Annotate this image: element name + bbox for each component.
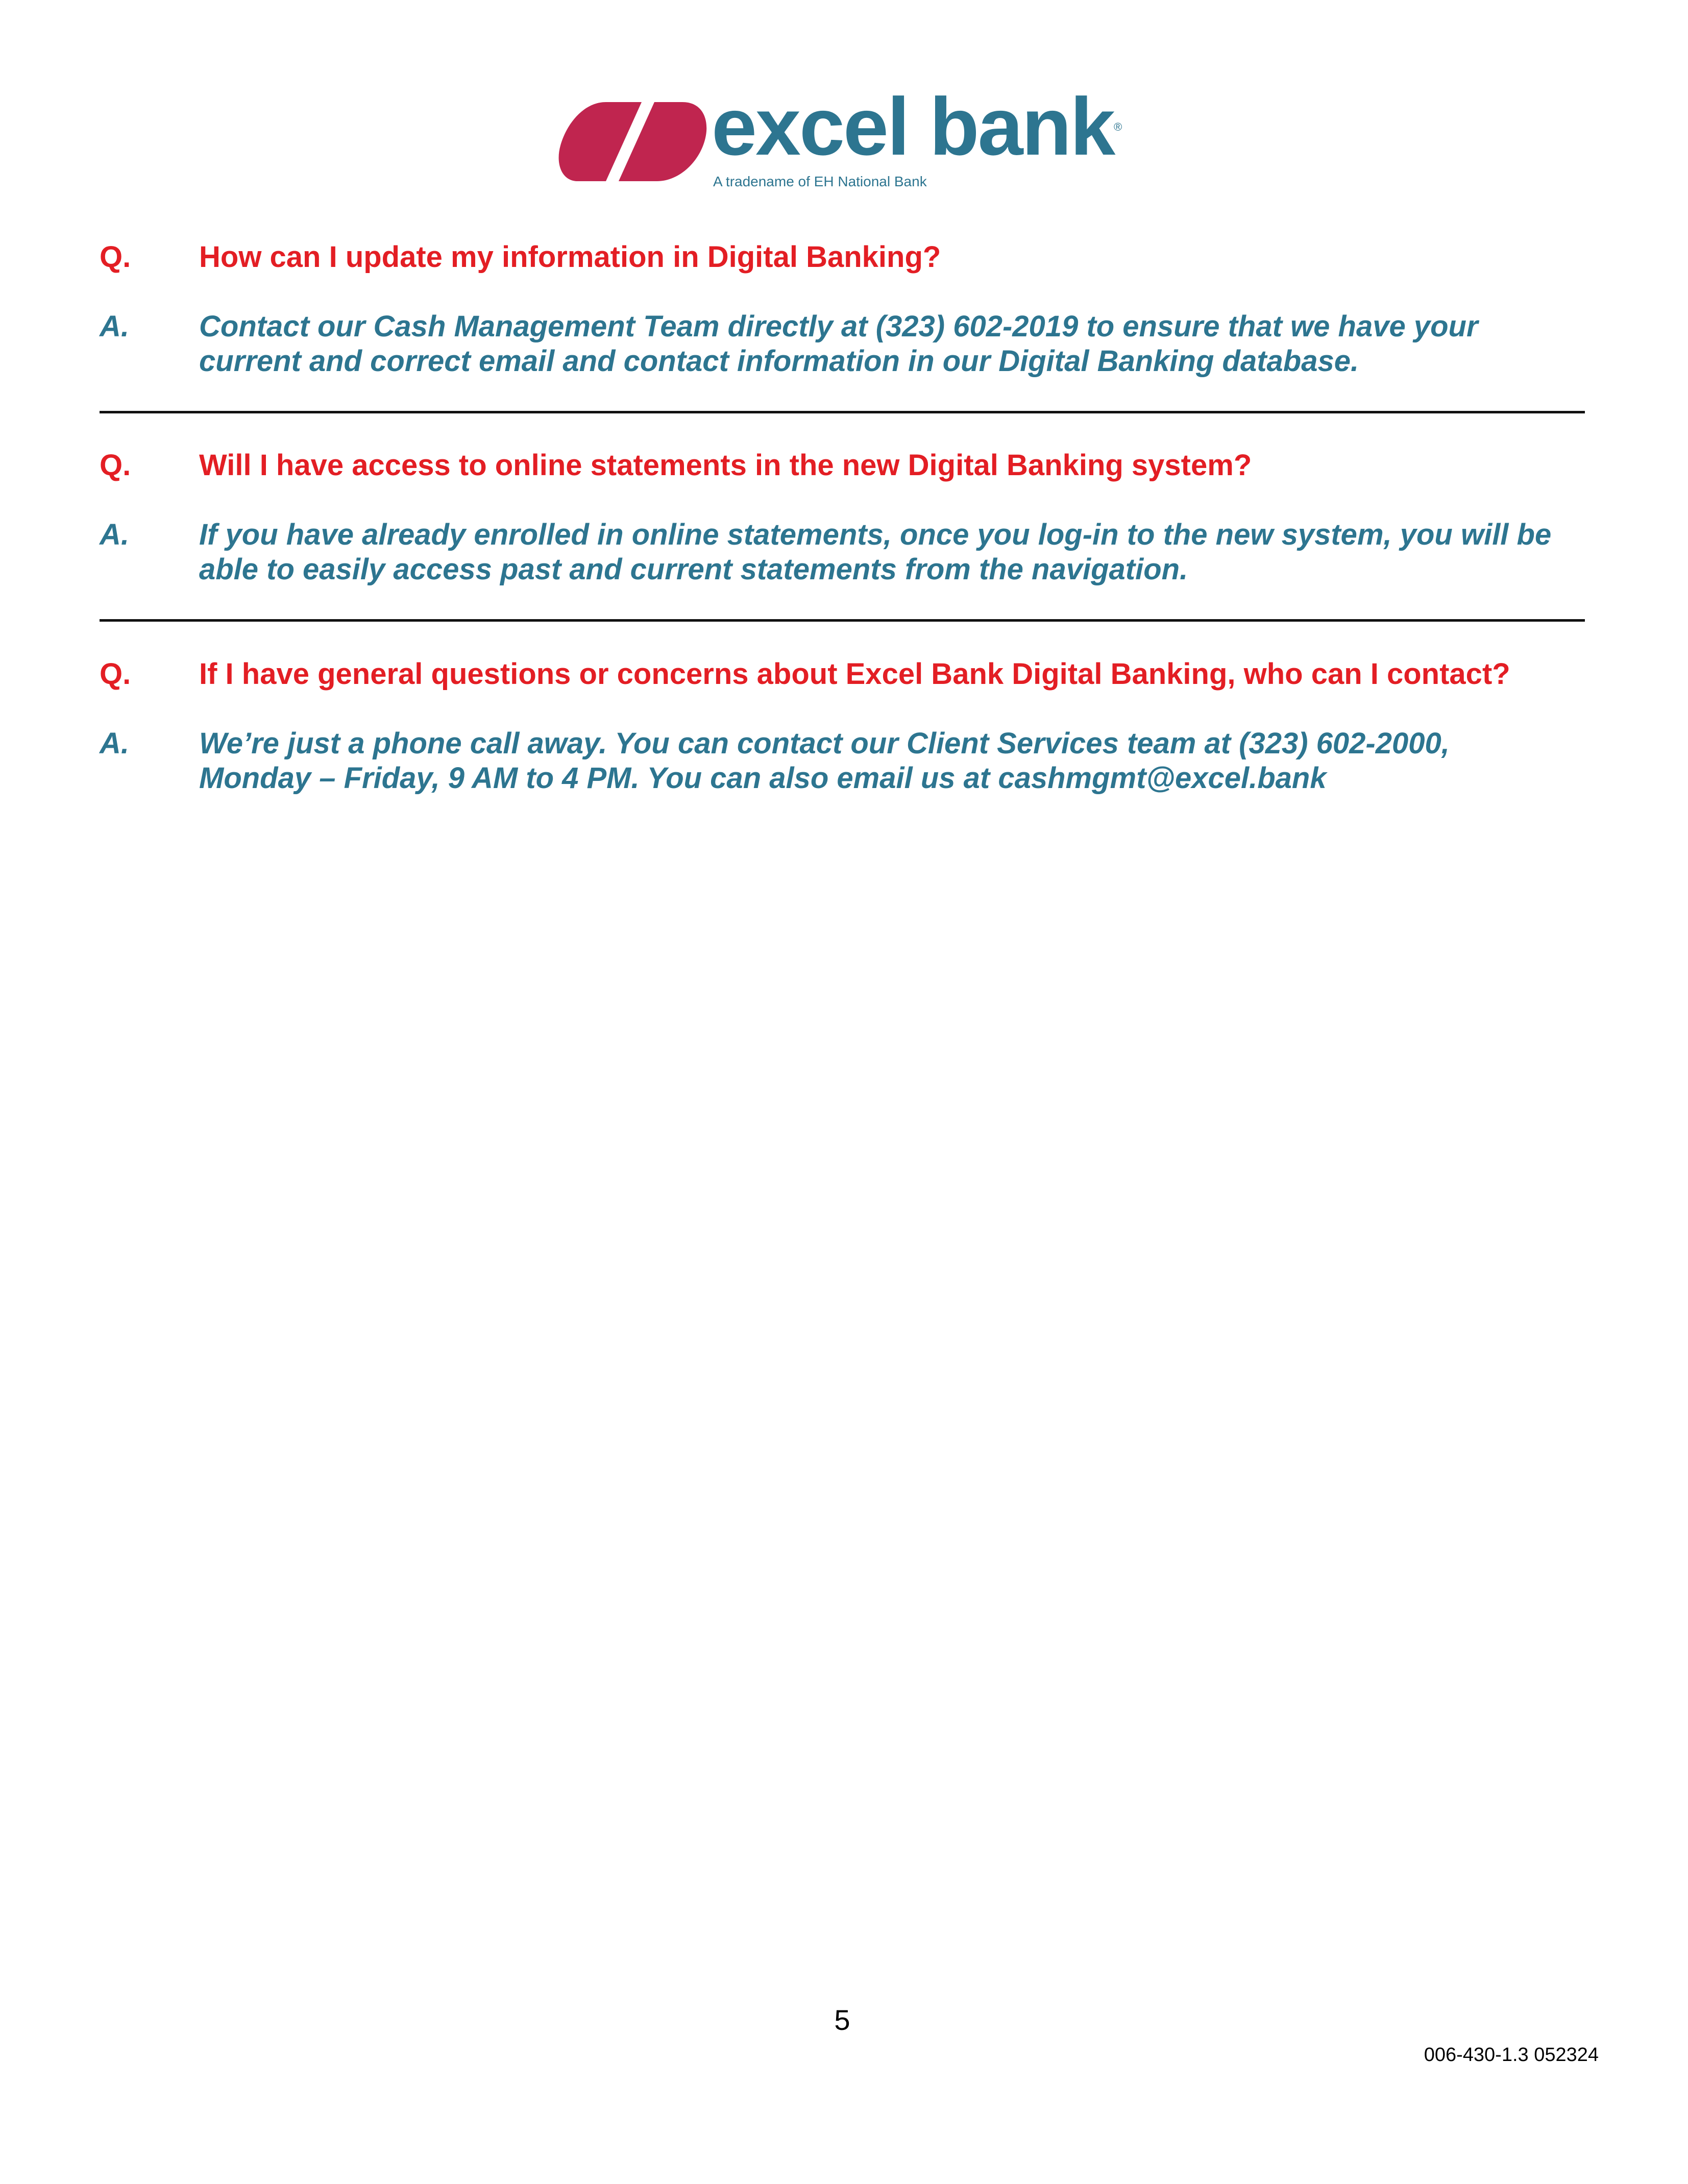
answer-line: able to easily access past and current statements from the navigation. bbox=[199, 553, 1188, 586]
answer-line: Monday – Friday, 9 AM to 4 PM. You can also email us at cashmgmt@excel.bank bbox=[199, 762, 1327, 795]
faq-item-3 bbox=[100, 657, 1585, 796]
logo-tagline: A tradename of EH National Bank bbox=[713, 174, 927, 189]
answer-line: current and correct email and contact information in our Digital Banking database. bbox=[199, 345, 1359, 378]
answer-marker: A. bbox=[100, 727, 129, 760]
registered-mark: ® bbox=[1114, 120, 1122, 133]
answer-row bbox=[100, 309, 1585, 379]
question-text: How can I update my information in Digital Banking? bbox=[199, 240, 941, 274]
question-text: Will I have access to online statements in the new Digital Banking system? bbox=[199, 449, 1252, 482]
faq-item-2 bbox=[100, 448, 1585, 587]
section-divider bbox=[100, 411, 1585, 413]
faq-item-1 bbox=[100, 240, 1585, 379]
question-row bbox=[100, 657, 1585, 692]
answer-line: If you have already enrolled in online statements, once you log-in to the new system, you will be bbox=[199, 518, 1552, 551]
question-text: If I have general questions or concerns about Excel Bank Digital Banking, who can I contact? bbox=[199, 657, 1510, 691]
answer-marker: A. bbox=[100, 310, 129, 343]
question-row bbox=[100, 240, 1585, 275]
question-marker: Q. bbox=[100, 240, 131, 274]
answer-row bbox=[100, 726, 1585, 796]
section-divider bbox=[100, 619, 1585, 622]
document-code: 006-430-1.3 052324 bbox=[1424, 2044, 1599, 2066]
excel-bank-logo bbox=[557, 81, 1134, 194]
excel-bank-logo-mark-icon bbox=[557, 97, 711, 189]
answer-row bbox=[100, 518, 1585, 587]
question-row bbox=[100, 448, 1585, 483]
answer-line: We’re just a phone call away. You can contact our Client Services team at (323) 602-2000, bbox=[199, 727, 1450, 760]
answer-marker: A. bbox=[100, 518, 129, 551]
logo-wordmark: excel bank bbox=[712, 81, 1114, 172]
answer-line: Contact our Cash Management Team directly at (323) 602-2019 to ensure that we have your bbox=[199, 310, 1478, 343]
page-number: 5 bbox=[834, 2004, 850, 2036]
question-marker: Q. bbox=[100, 657, 131, 691]
question-marker: Q. bbox=[100, 449, 131, 482]
